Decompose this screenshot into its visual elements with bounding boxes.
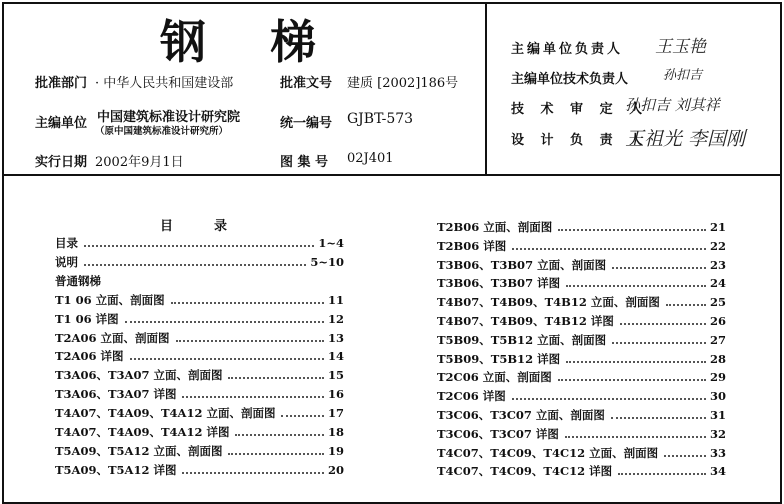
toc-leader-dots <box>228 453 324 455</box>
toc-leader-dots <box>176 340 324 342</box>
toc-entry-title: 普通钢梯 <box>55 273 101 288</box>
toc-section-heading <box>55 273 344 291</box>
toc-entry <box>55 348 344 366</box>
toc-entry-title: T5B09、T5B12 详图 <box>437 351 561 366</box>
toc-leader-dots <box>281 415 324 417</box>
resp-label-4: 设 计 负 责 人 <box>511 133 649 148</box>
toc-entry <box>437 238 726 256</box>
toc-entry-page: 30 <box>709 389 726 404</box>
toc-leader-dots <box>618 473 706 475</box>
toc-entry-title: T5B09、T5B12 立面、剖面图 <box>437 332 607 347</box>
toc-entry-page: 33 <box>709 445 726 460</box>
toc-leader-dots <box>612 267 706 269</box>
toc-entry-title: T3C06、T3C07 详图 <box>437 426 559 441</box>
toc-entry <box>437 445 726 463</box>
unified-no-label: 统一编号 <box>280 116 333 131</box>
toc-leader-dots <box>125 321 324 323</box>
toc-leader-dots <box>182 396 324 398</box>
toc-entry-title: T4C07、T4C09、T4C12 立面、剖面图 <box>437 445 659 460</box>
toc-entry-title: T4B07、T4B09、T4B12 详图 <box>437 314 614 328</box>
toc-entry <box>55 386 344 404</box>
toc-entry-title: T2B06 立面、剖面图 <box>437 220 553 234</box>
toc-entry-page: 16 <box>327 387 344 402</box>
toc-entry <box>437 388 726 406</box>
toc-heading-2: 录 <box>214 219 228 234</box>
toc-entry-title: T2B06 详图 <box>437 238 507 253</box>
approval-no-label: 批准文号 <box>280 76 333 91</box>
toc-leader-dots <box>666 304 706 306</box>
toc-entry <box>55 462 344 480</box>
approval-dept-label: 批准部门 <box>35 76 88 91</box>
toc-entry <box>437 351 726 369</box>
toc-entry-title: T3B06、T3B07 立面、剖面图 <box>437 257 607 272</box>
toc-entry-page: 14 <box>327 349 344 364</box>
title-char-1: 钢 <box>160 15 206 69</box>
toc-entry <box>55 330 344 348</box>
toc-entry <box>437 369 726 387</box>
toc-entry-page: 24 <box>709 276 726 291</box>
signature-2: 孙扣吉 <box>663 68 703 83</box>
toc-leader-dots <box>84 264 306 266</box>
toc-leader-dots <box>558 379 706 381</box>
toc-leader-dots <box>182 472 324 474</box>
toc-entry-title: T2C06 详图 <box>437 389 506 404</box>
toc-entry <box>55 292 344 310</box>
toc-entry-title: T3B06、T3B07 详图 <box>437 276 561 291</box>
toc-entry <box>55 254 344 272</box>
toc-entry-page: 27 <box>709 332 726 347</box>
toc-entry-page: 31 <box>709 408 726 422</box>
toc-entry <box>437 426 726 444</box>
toc-entry <box>437 257 726 275</box>
toc-entry-title: T4A07、T4A09、T4A12 详图 <box>55 425 230 439</box>
toc-leader-dots <box>611 417 706 419</box>
toc-entry-title: T1 06 详图 <box>55 311 119 326</box>
toc-entry-page: 28 <box>709 351 726 366</box>
toc-entry-page: 12 <box>327 311 344 326</box>
toc-entry-page: 20 <box>327 462 344 477</box>
toc-entry-page: 26 <box>709 314 726 328</box>
editor-unit-label: 主编单位 <box>35 116 88 131</box>
toc-leader-dots <box>565 436 706 438</box>
resp-label-2: 主编单位技术负责人 <box>511 72 629 87</box>
toc-entry-page: 11 <box>327 292 344 307</box>
toc-leader-dots <box>612 342 706 344</box>
toc-entry <box>55 424 344 442</box>
toc-entry-title: T2A06 详图 <box>55 349 124 364</box>
toc-entry-title: T3A06、T3A07 详图 <box>55 387 177 402</box>
toc-entry <box>437 313 726 331</box>
toc-entry-page: 13 <box>327 330 344 345</box>
toc-entry-title: T2A06 立面、剖面图 <box>55 330 170 345</box>
toc-entry <box>55 367 344 385</box>
toc-entry-page: 18 <box>327 425 344 439</box>
toc-entry-title: T3C06、T3C07 立面、剖面图 <box>437 408 605 422</box>
toc-entry-page: 25 <box>709 295 726 310</box>
toc-leader-dots <box>664 455 706 457</box>
unified-no: GJBT-573 <box>347 111 414 127</box>
toc-entry-page: 5~10 <box>310 254 344 269</box>
signature-1: 王玉艳 <box>655 37 706 57</box>
title-char-2: 梯 <box>270 15 316 69</box>
toc-entry <box>55 235 344 253</box>
atlas-no: 02J401 <box>347 151 394 166</box>
toc-entry-title: T1 06 立面、剖面图 <box>55 292 165 307</box>
toc-leader-dots <box>620 323 706 325</box>
toc-entry <box>437 407 726 425</box>
approval-no: 建质 [2002]186号 <box>347 76 459 91</box>
toc-entry <box>55 311 344 329</box>
signature-3: 孙扣吉 刘其祥 <box>625 96 720 114</box>
effective-date-label: 实行日期 <box>35 155 88 170</box>
toc-entry-title: T3A06、T3A07 立面、剖面图 <box>55 368 223 383</box>
toc-leader-dots <box>558 229 706 231</box>
resp-label-3: 技 术 审 定 人 <box>511 102 649 117</box>
toc-entry <box>55 443 344 461</box>
toc-entry-title: 目录 <box>55 236 78 250</box>
effective-date: 2002年9月1日 <box>95 155 184 170</box>
toc-leader-dots <box>512 248 706 250</box>
toc-leader-dots <box>84 245 314 247</box>
toc-entry <box>437 294 726 312</box>
toc-entry <box>437 463 726 481</box>
toc-leader-dots <box>235 434 324 436</box>
toc-entry <box>437 275 726 293</box>
toc-leader-dots <box>130 358 324 360</box>
toc-entry-title: T4B07、T4B09、T4B12 立面、剖面图 <box>437 295 660 310</box>
toc-entry-title: T5A09、T5A12 立面、剖面图 <box>55 443 223 458</box>
toc-leader-dots <box>566 361 706 363</box>
toc-entry-page: 15 <box>327 368 344 383</box>
resp-label-1: 主编单位负责人 <box>511 42 624 57</box>
editor-unit-note: （原中国建筑标准设计研究所） <box>95 126 229 137</box>
toc-entry-title: T5A09、T5A12 详图 <box>55 462 177 477</box>
toc-entry-page: 17 <box>327 406 344 421</box>
toc-entry-page: 23 <box>709 257 726 272</box>
atlas-no-label: 图 集 号 <box>280 155 329 170</box>
toc-entry-page: 19 <box>327 443 344 458</box>
signature-4: 王祖光 李国刚 <box>625 128 746 150</box>
toc-heading-1: 目 <box>160 219 174 234</box>
toc-entry <box>437 219 726 237</box>
toc-leader-dots <box>171 302 324 304</box>
toc-entry-page: 21 <box>709 220 726 234</box>
toc-leader-dots <box>566 285 706 287</box>
toc-entry-page: 32 <box>709 426 726 441</box>
toc-entry <box>55 405 344 423</box>
toc-entry <box>437 332 726 350</box>
toc-entry-page: 1~4 <box>318 236 344 250</box>
toc-entry-title: T2C06 立面、剖面图 <box>437 370 552 385</box>
toc-entry-title: 说明 <box>55 254 78 269</box>
toc-leader-dots <box>228 377 324 379</box>
toc-entry-page: 22 <box>709 238 726 253</box>
toc-entry-page: 29 <box>709 370 726 385</box>
toc-entry-page: 34 <box>709 464 726 479</box>
editor-unit: 中国建筑标准设计研究院 <box>97 110 241 125</box>
toc-leader-dots <box>512 398 706 400</box>
approval-dept: · 中华人民共和国建设部 <box>95 76 234 91</box>
toc-entry-title: T4A07、T4A09、T4A12 立面、剖面图 <box>55 406 276 421</box>
toc-entry-title: T4C07、T4C09、T4C12 详图 <box>437 464 613 479</box>
